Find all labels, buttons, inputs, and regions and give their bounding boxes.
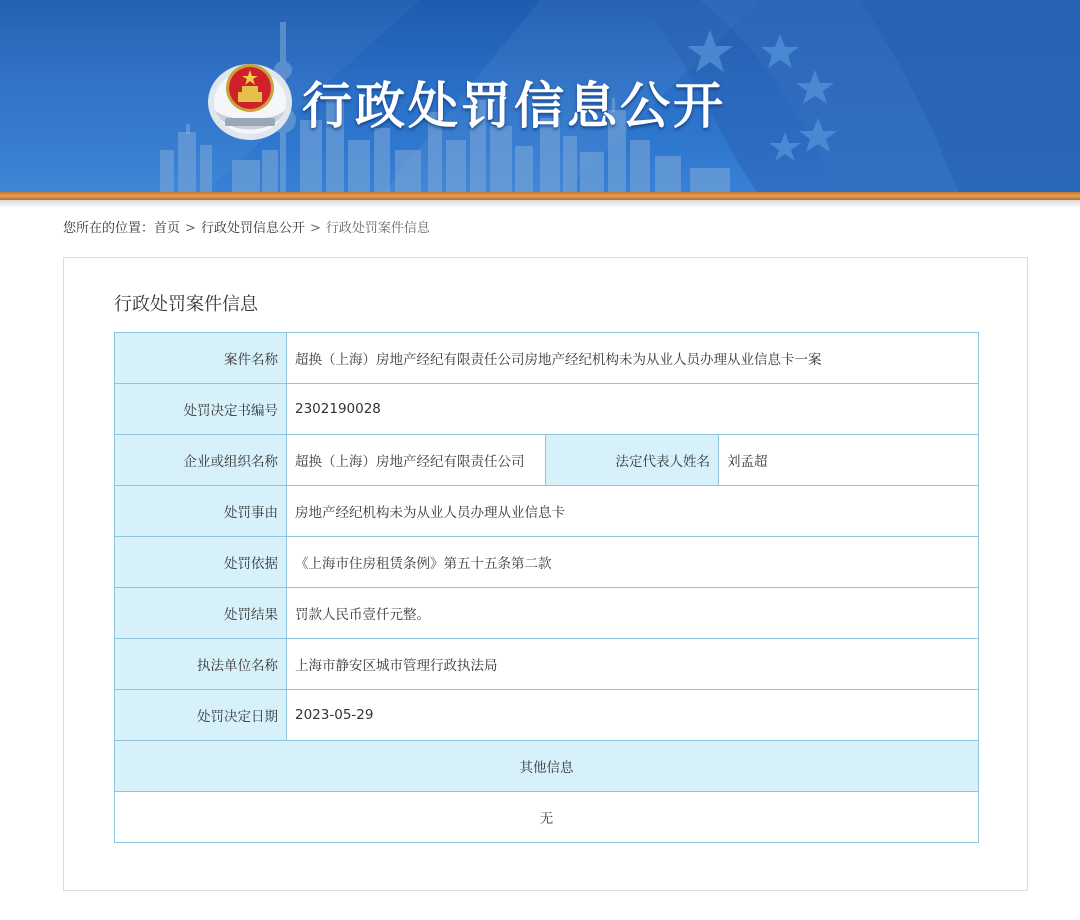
enforcement-unit-value: 上海市静安区城市管理行政执法局 <box>287 639 979 690</box>
breadcrumb-current-page: 行政处罚案件信息 <box>325 221 430 236</box>
table-row <box>115 537 979 588</box>
case-info-panel <box>63 257 1028 891</box>
penalty-basis-value: 《上海市住房租赁条例》第五十五条第二款 <box>287 537 979 588</box>
table-row <box>115 333 979 384</box>
case-name-value: 超换（上海）房地产经纪有限责任公司房地产经纪机构未为从业人员办理从业信息卡一案 <box>287 333 979 384</box>
table-row <box>115 435 979 486</box>
decision-number-label: 处罚决定书编号 <box>115 384 287 435</box>
breadcrumb-separator: > <box>309 221 321 236</box>
penalty-result-value: 罚款人民币壹仟元整。 <box>287 588 979 639</box>
table-row <box>115 588 979 639</box>
case-info-table <box>114 332 979 843</box>
decision-number-value: 2302190028 <box>287 384 979 435</box>
breadcrumb-lead: 您所在的位置： <box>63 221 155 236</box>
table-row <box>115 741 979 792</box>
header-banner <box>0 0 1080 196</box>
organization-name-value: 超换（上海）房地产经纪有限责任公司 <box>287 435 546 486</box>
legal-representative-value: 刘孟超 <box>719 435 979 486</box>
penalty-basis-label: 处罚依据 <box>115 537 287 588</box>
breadcrumb-home-link[interactable]: 首页 <box>154 221 181 236</box>
decision-date-value: 2023-05-29 <box>287 690 979 741</box>
banner-orange-stripe <box>0 192 1080 200</box>
table-row <box>115 384 979 435</box>
legal-representative-label: 法定代表人姓名 <box>546 435 719 486</box>
table-row <box>115 486 979 537</box>
panel-title: 行政处罚案件信息 <box>114 294 258 315</box>
table-row <box>115 639 979 690</box>
breadcrumb-separator: > <box>185 221 196 236</box>
enforcement-unit-label: 执法单位名称 <box>115 639 287 690</box>
case-name-label: 案件名称 <box>115 333 287 384</box>
penalty-result-label: 处罚结果 <box>115 588 287 639</box>
other-info-value: 无 <box>115 792 979 843</box>
table-row <box>115 690 979 741</box>
organization-name-label: 企业或组织名称 <box>115 435 287 486</box>
breadcrumb <box>63 219 430 239</box>
table-row <box>115 792 979 843</box>
decision-date-label: 处罚决定日期 <box>115 690 287 741</box>
banner-title: 行政处罚信息公开 <box>302 77 726 135</box>
other-info-heading: 其他信息 <box>115 741 979 792</box>
breadcrumb-penalty-info-link[interactable]: 行政处罚信息公开 <box>200 221 305 236</box>
banner-shadow <box>0 200 1080 208</box>
penalty-reason-value: 房地产经纪机构未为从业人员办理从业信息卡 <box>287 486 979 537</box>
police-emblem-icon <box>205 52 295 144</box>
penalty-reason-label: 处罚事由 <box>115 486 287 537</box>
